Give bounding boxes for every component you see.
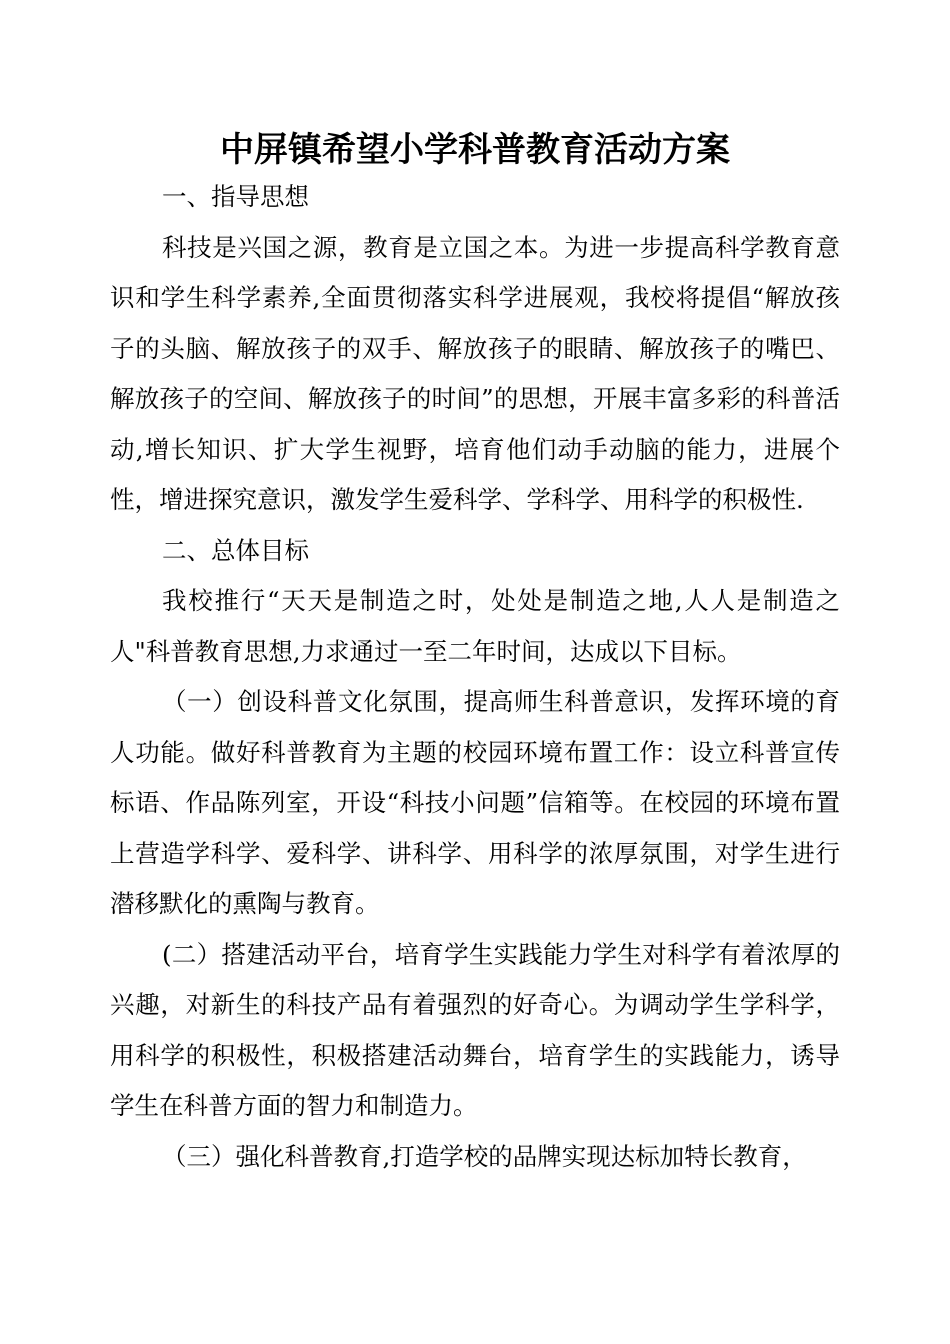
section-heading: 一、指导思想 [162, 182, 309, 211]
section-guiding-ideology [110, 172, 840, 526]
paragraph-item-1: （一）创设科普文化氛围，提高师生科普意识，发挥环境的育人功能。做好科普教育为主题的校园环境布置工作：设立科普宣传标语、作品陈列室，开设“科技小问题”信箱等。在校园的环境布置上营造学科学、爱科学、讲科学、用科学的浓厚氛围，对学生进行潜移默化的熏陶与教育。 [110, 687, 840, 918]
paragraph-item-2: (二）搭建活动平台，培育学生实践能力学生对科学有着浓厚的兴趣，对新生的科技产品有着强烈的好奇心。为调动学生学科学，用科学的积极性，积极搭建活动舞台，培育学生的实践能力，诱导学生在科普方面的智力和制造力。 [110, 939, 840, 1120]
document-body [110, 128, 840, 1182]
paragraph: 我校推行“天天是制造之时，处处是制造之地,人人是制造之人"科普教育思想,力求通过一至二年时间，达成以下目标。 [110, 586, 840, 666]
paragraph-item-3: （三）强化科普教育,打造学校的品牌实现达标加特长教育， [162, 1141, 807, 1171]
paragraph: 科技是兴国之源，教育是立国之本。为进一步提高科学教育意识和学生科学素养,全面贯彻落实科学进展观，我校将提倡“解放孩子的头脑、解放孩子的双手、解放孩子的眼睛、解放孩子的嘴巴、解放孩子的空间、解放孩子的时间”的思想，开展丰富多彩的科普活动,增长知识、扩大学生视野，培育他们动手动脑的能力，进展个性，增进探究意识，激发学生爱科学、学科学、用科学的积极性. [110, 232, 840, 514]
section-heading: 二、总体目标 [162, 535, 309, 565]
document-title: 中屏镇希望小学科普教育活动方案 [220, 130, 730, 170]
section-overall-goals [110, 526, 840, 1183]
